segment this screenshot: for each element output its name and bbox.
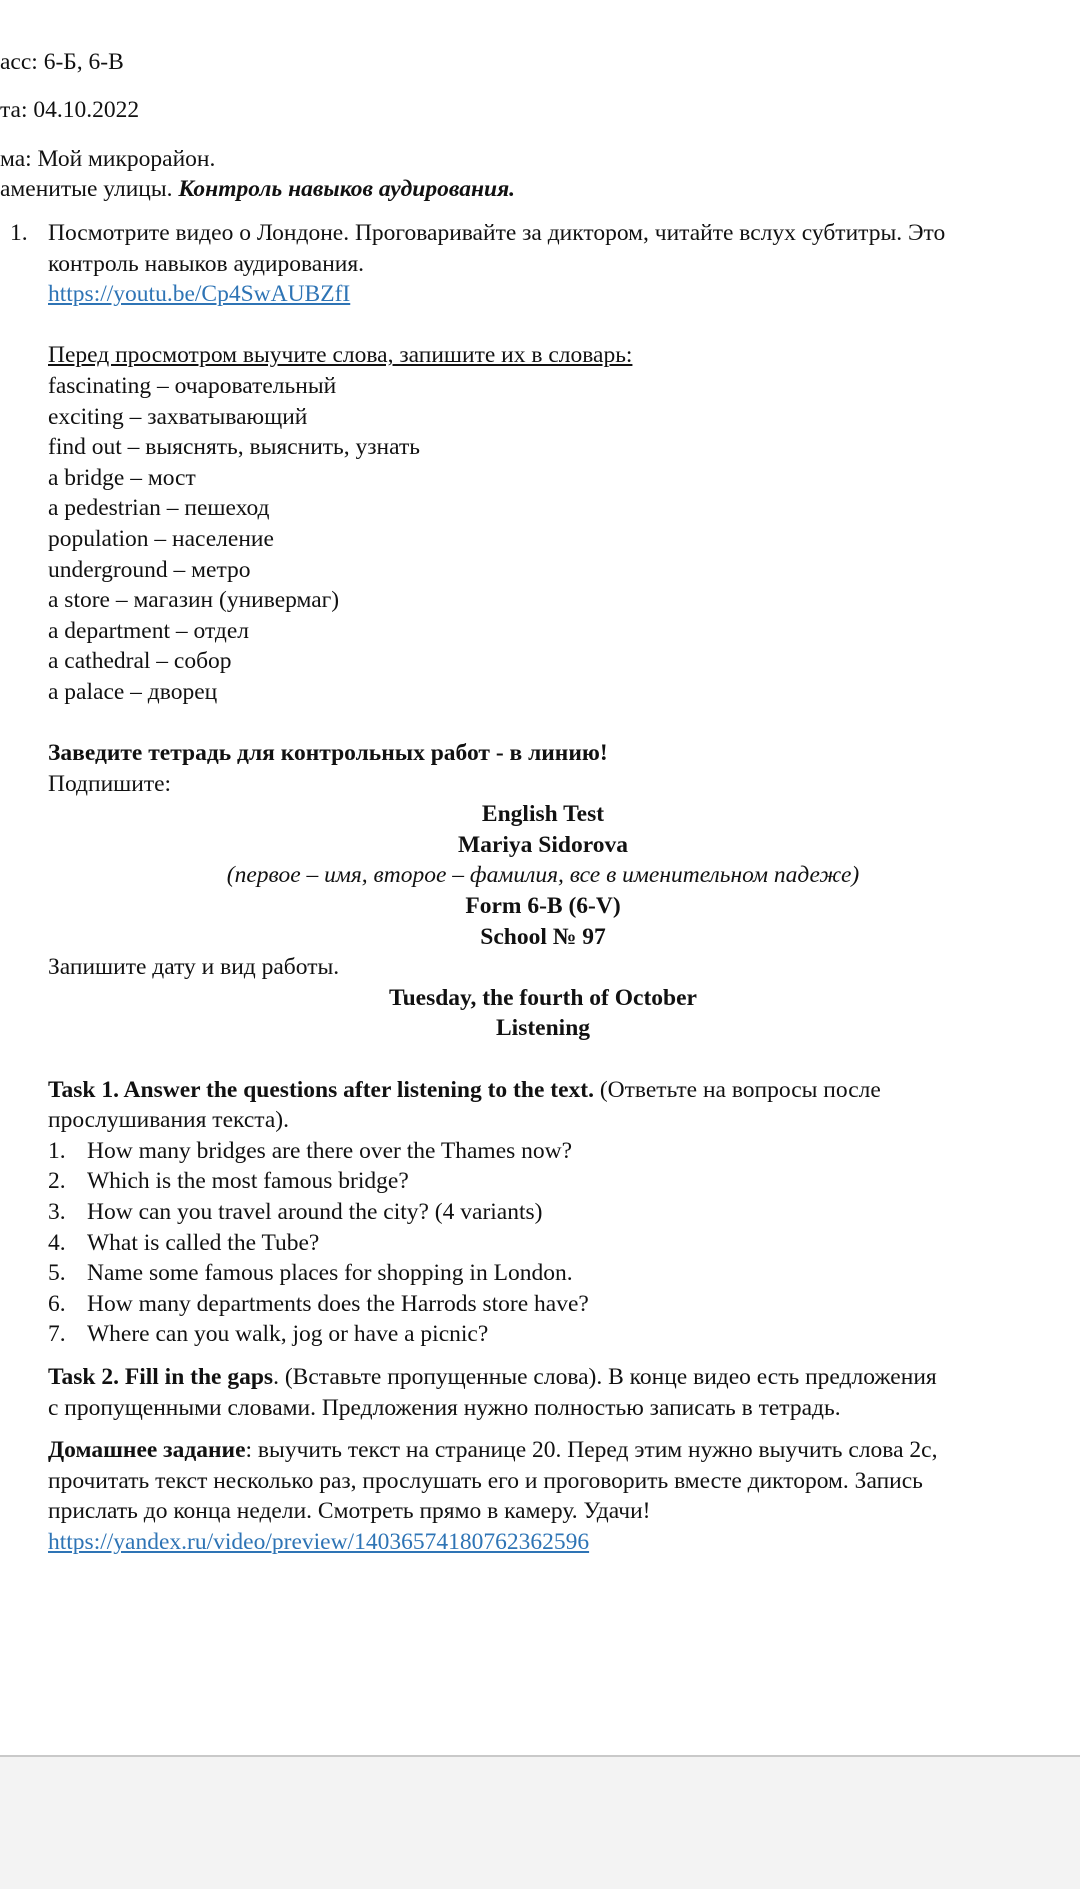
question-text: Which is the most famous bridge? [87,1168,409,1195]
question-number: 5. [48,1260,66,1287]
question-text: How can you travel around the city? (4 variants) [87,1199,543,1225]
notebook-instruction: Заведите тетрадь для контрольных работ - в линию! [48,740,608,767]
task-2-title: Task 2. Fill in the gaps [48,1363,274,1390]
school-line: School № 97 [480,923,606,950]
task-1-note: (Ответьте на вопросы после [599,1076,881,1103]
item-1-number: 1. [10,220,28,246]
question-text: Name some famous places for shopping in London. [87,1260,573,1287]
form-line: Form 6-B (6-V) [465,893,621,920]
date-line: та: 04.10.2022 [0,97,140,123]
topic-line: ма: Мой микрорайон. [0,146,216,172]
topic-line-2-bold: Контроль навыков аудирования. [178,176,516,202]
viewer-background [0,1755,1080,1889]
question-item [48,1258,1038,1289]
vocab-heading: Перед просмотром выучите слова, запишите их в словарь: [48,342,633,369]
vocab-item: a cathedral – собор [48,648,232,675]
vocab-item: a department – отдел [48,617,250,644]
task-1-title: Task 1. Answer the questions after listening to the text. [48,1076,594,1103]
vocab-item: underground – метро [48,556,251,583]
test-title: English Test [481,801,605,828]
work-type: Listening [495,1015,591,1042]
task-2-line2: с пропущенными словами. Предложения нужно полностью записать в тетрадь. [48,1394,841,1421]
vocab-item: a bridge – мост [48,464,196,491]
question-item [48,1289,1038,1320]
student-name: Mariya Sidorova [458,831,628,858]
task-2 [48,1362,1038,1423]
question-text: How many departments does the Harrods store have? [87,1290,589,1317]
question-number: 1. [48,1137,66,1164]
test-date: Tuesday, the fourth of October [389,984,697,1011]
question-text: Where can you walk, jog or have a picnic? [87,1321,489,1348]
homework-line3: прислать до конца недели. Смотреть прямо в камеру. Удачи! [48,1498,651,1525]
question-item [48,1228,1038,1259]
document-body [10,218,1038,1558]
name-note: (первое – имя, второе – фамилия, все в именительном падеже) [226,862,860,889]
homework-title: Домашнее задание [48,1437,246,1464]
question-number: 7. [48,1321,66,1348]
item-1 [10,218,1038,310]
homework [48,1435,1038,1557]
vocab-item: a pedestrian – пешеход [48,495,270,522]
homework-text: : выучить текст на странице 20. Перед этим нужно выучить слова 2с, [245,1437,938,1464]
item-1-text-line2: контроль навыков аудирования. [48,250,365,277]
topic-line-2-plain: аменитые улицы. [0,176,173,202]
question-text: What is called the Tube? [87,1229,320,1256]
question-item [48,1136,1038,1167]
question-item [48,1166,1038,1197]
question-number: 3. [48,1199,66,1225]
homework-line2: прочитать текст несколько раз, прослушать его и проговорить вместе диктором. Запись [48,1467,923,1494]
question-number: 6. [48,1290,66,1317]
question-item [48,1197,1038,1228]
vocab-item: find out – выяснять, выяснить, узнать [48,434,420,461]
question-number: 4. [48,1229,66,1256]
yandex-video-link[interactable]: https://yandex.ru/video/preview/14036574180762362596 [48,1528,590,1555]
homework-line1 [48,1435,1038,1466]
youtube-video-link[interactable]: https://youtu.be/Cp4SwAUBZfI [48,281,351,308]
date-instruction: Запишите дату и вид работы. [48,954,340,981]
vocab-item: a store – магазин (универмаг) [48,587,340,614]
class-line: асс: 6-Б, 6-В [0,49,124,75]
task-1-heading-line1 [48,1075,1038,1106]
vocab-item: population – население [48,525,274,552]
task-1 [48,1075,1038,1350]
vocab-item: a palace – дворец [48,678,218,705]
vocab-list [48,371,1038,708]
task-1-note-line2: прослушивания текста). [48,1107,289,1134]
question-list [48,1136,1038,1350]
task-2-text: . (Вставьте пропущенные слова). В конце видео есть предложения [273,1363,937,1390]
question-number: 2. [48,1168,66,1195]
question-text: How many bridges are there over the Thames now? [87,1137,573,1164]
sign-label: Подпишите: [48,770,172,797]
question-item [48,1319,1038,1350]
task-2-line1 [48,1362,1038,1393]
topic-line-2 [0,174,515,205]
vocab-item: exciting – захватывающий [48,403,308,430]
item-1-text-line1: Посмотрите видео о Лондоне. Проговаривайте за диктором, читайте вслух субтитры. Это [48,220,946,246]
vocab-item: fascinating – очаровательный [48,372,337,399]
